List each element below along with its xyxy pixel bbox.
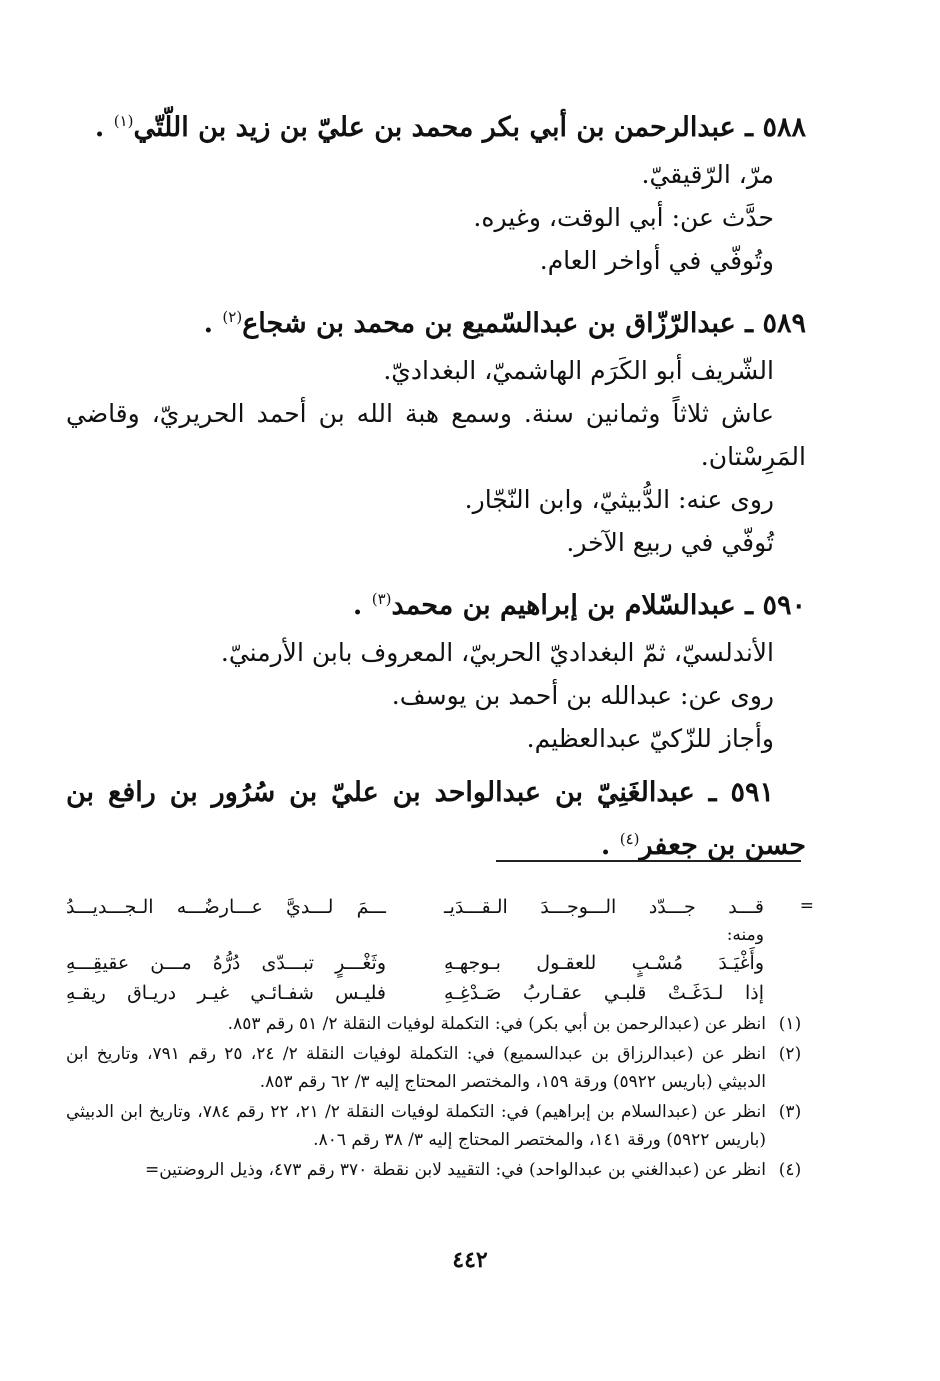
footnote-text: انظر عن (عبدالرحمن بن أبي بكر) في: التكملة لوفيات النقلة ٢/ ٥١ رقم ٨٥٣.	[227, 1014, 766, 1034]
hemistich: وأَغْيَـدَ مُسْـبٍ للعقـول بـوجهـهِ	[444, 952, 764, 974]
poem-intro: ومنه:	[726, 925, 764, 945]
hemistich: ـــمَ لـــديَّ عـــارضُـــه الـجـــديـــدُ	[66, 896, 386, 918]
poem-verse	[66, 978, 764, 1008]
footnote-ref[interactable]: (٤)	[619, 830, 640, 848]
main-text	[66, 96, 806, 869]
continuation-mark: =	[799, 896, 814, 916]
footnote-2	[66, 1040, 814, 1096]
footnote-1	[66, 1010, 814, 1038]
entry-heading: ٥٨٨ ـ عبدالرحمن بن أبي بكر محمد بن عليّ بن زيد بن اللّتّي$^{(١)}$ .	[94, 112, 806, 143]
entry-title: ٥٨٨ ـ عبدالرحمن بن أبي بكر محمد بن عليّ بن زيد بن اللّتّي	[133, 112, 806, 143]
entry-paragraph: عاش ثلاثاً وثمانين سنة. وسمع هبة الله بن أحمد الحريريّ، وقاضي المَرِسْتان.	[66, 399, 806, 471]
footnote-ref[interactable]: (١)	[113, 112, 134, 130]
hemistich: إذا لـدَغَـتْ قلبـي عقـاربُ صَـدْغِـهِ	[444, 982, 764, 1004]
entry-line: مرّ، الرّقيقيّ.	[641, 160, 774, 189]
footnote-number: (٢)	[778, 1044, 802, 1064]
hemistich: قـــد جـــدّد الـــوجـــدَ الـقـــدَيـ	[444, 896, 764, 918]
page-number: ٤٤٢	[452, 1247, 488, 1273]
entry-line: حدَّث عن: أبي الوقت، وغيره.	[473, 203, 774, 232]
entry-line: روى عن: عبدالله بن أحمد بن يوسف.	[391, 681, 774, 710]
entry-589	[66, 292, 806, 564]
entry-590	[66, 574, 806, 760]
footnote-4	[66, 1156, 814, 1184]
footnote-ref[interactable]: (٢)	[222, 308, 243, 326]
entry-title: ٥٩٠ ـ عبدالسّلام بن إبراهيم بن محمد	[391, 590, 806, 621]
poem-verse	[66, 948, 764, 978]
entry-line: روى عنه: الدُّبيثيّ، وابن النّجّار.	[464, 485, 774, 514]
footnote-ref[interactable]: (٣)	[371, 590, 392, 608]
entry-line: الشّريف أبو الكَرَم الهاشميّ، البغداديّ.	[383, 356, 774, 385]
entry-title: ٥٩١ ـ عبدالغَنِيّ بن عبدالواحد بن عليّ بن سُرُور بن رافع بن حسن بن جعفر	[66, 777, 806, 861]
footnote-text: انظر عن (عبدالسلام بن إبراهيم) في: التكملة لوفيات النقلة ٢/ ٢١، ٢٢ رقم ٧٨٤، وتاريخ ابن الدبيثي (باريس ٥٩٢٢) ورقة ١٤١، والمختصر المحتاج إليه ٣/ ٣٨ رقم ٨٠٦.	[66, 1102, 766, 1150]
footnote-number: (٤)	[778, 1160, 802, 1180]
entry-line: تُوفّي في ربيع الآخر.	[566, 528, 774, 557]
entry-line: وأجاز للزّكيّ عبدالعظيم.	[526, 724, 774, 753]
footnote-text: انظر عن (عبدالغني بن عبدالواحد) في: التقييد لابن نقطة ٣٧٠ رقم ٤٧٣، وذيل الروضتين=	[144, 1160, 766, 1180]
footnote-separator	[496, 860, 801, 862]
footnote-3	[66, 1098, 814, 1154]
footnote-number: (١)	[778, 1014, 802, 1034]
entry-588	[66, 96, 806, 282]
footnotes	[66, 892, 814, 1184]
entry-title: ٥٨٩ ـ عبدالرّزّاق بن عبدالسّميع بن محمد بن شجاع	[242, 308, 806, 339]
entry-line: وتُوفّي في أواخر العام.	[539, 246, 774, 275]
entry-heading: ٥٩١ ـ عبدالغَنِيّ بن عبدالواحد بن عليّ بن سُرُور بن رافع بن حسن بن جعفر$^{(٤)}$ .	[66, 777, 806, 861]
hemistich: فليـس شفـائـي غيـر دريـاق ريقـهِ	[66, 982, 386, 1004]
poem	[66, 892, 814, 1008]
footnote-number: (٣)	[778, 1102, 802, 1122]
entry-heading: ٥٨٩ ـ عبدالرّزّاق بن عبدالسّميع بن محمد بن شجاع$^{(٢)}$ .	[203, 308, 806, 339]
hemistich: وثَغْـــرٍ تبـــدّى دُرُّهُ مـــن عقيقِـــهِ	[66, 952, 386, 974]
poem-verse	[66, 892, 764, 922]
entry-line: الأندلسيّ، ثمّ البغداديّ الحربيّ، المعروف بابن الأرمنيّ.	[220, 638, 774, 667]
entry-heading: ٥٩٠ ـ عبدالسّلام بن إبراهيم بن محمد$^{(٣)}$ .	[352, 590, 806, 621]
entry-591	[66, 770, 806, 869]
footnote-text: انظر عن (عبدالرزاق بن عبدالسميع) في: التكملة لوفيات النقلة ٢/ ٢٤، ٢٥ رقم ٧٩١، وتاريخ ابن الدبيثي (باريس ٥٩٢٢) ورقة ١٥٩، والمختصر المحتاج إليه ٣/ ٦٢ رقم ٨٥٣.	[66, 1044, 766, 1092]
